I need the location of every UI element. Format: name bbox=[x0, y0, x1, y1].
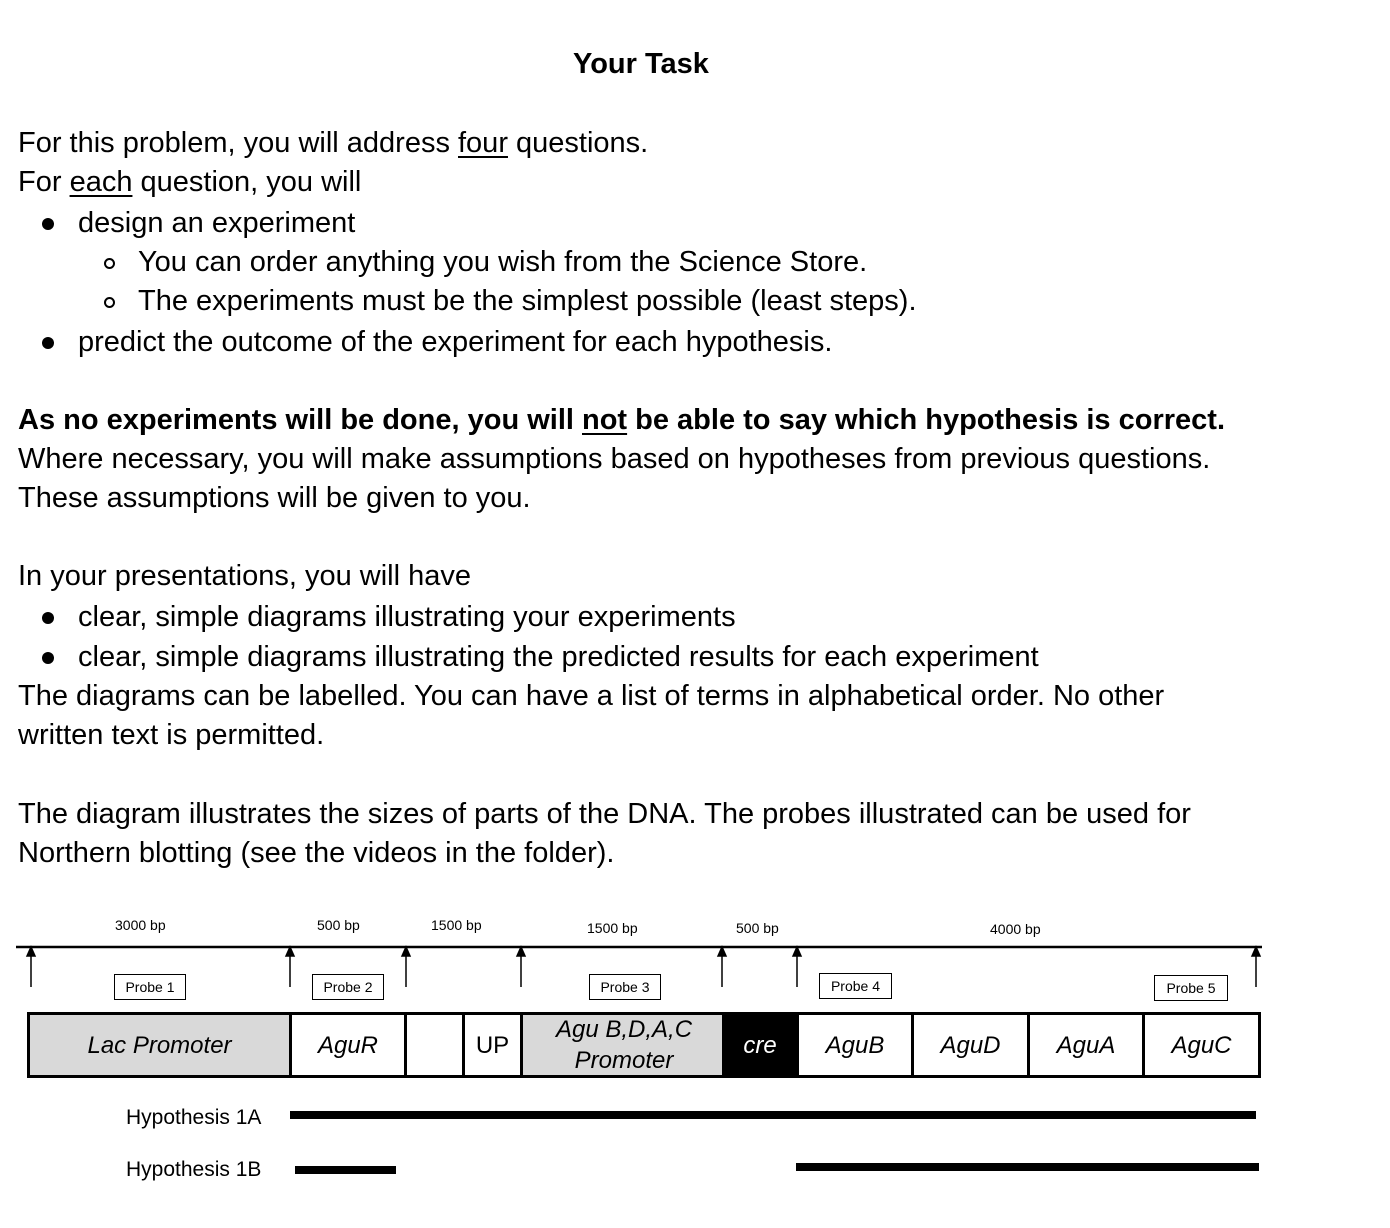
sub-bullet-icon bbox=[104, 297, 115, 308]
presentations-bullet-1: clear, simple diagrams illustrating your experiments bbox=[78, 601, 736, 633]
agua-label: AguA bbox=[1056, 1031, 1116, 1059]
cre-label: cre bbox=[743, 1031, 777, 1059]
size-label: 1500 bp bbox=[431, 917, 482, 933]
presentations-line-3: The diagrams can be labelled. You can have a list of terms in alphabetical order. No other bbox=[18, 680, 1165, 712]
boundary-arrow-icon bbox=[286, 947, 294, 987]
intro-bullet-1: design an experiment bbox=[78, 207, 356, 239]
hypothesis-1a-bar bbox=[290, 1111, 1256, 1119]
size-label: 500 bp bbox=[736, 920, 779, 936]
cre-segment bbox=[722, 1012, 798, 1078]
boundary-arrow-icon bbox=[517, 947, 525, 987]
probe-2-label: Probe 2 bbox=[312, 974, 384, 1000]
notice-line-3: These assumptions will be given to you. bbox=[18, 482, 531, 514]
probe-1-label: Probe 1 bbox=[114, 974, 186, 1000]
lac-promoter-segment bbox=[27, 1012, 292, 1078]
bullet-icon bbox=[42, 612, 54, 624]
agub-segment bbox=[796, 1012, 914, 1078]
up-label: UP bbox=[475, 1031, 510, 1059]
agur-label: AguR bbox=[317, 1031, 379, 1059]
aguc-segment bbox=[1142, 1012, 1261, 1078]
agur-segment bbox=[289, 1012, 407, 1078]
presentations-bullet-2: clear, simple diagrams illustrating the predicted results for each experiment bbox=[78, 641, 1039, 673]
sub-bullet-icon bbox=[104, 258, 115, 269]
intro-line-1-pre: For this problem, you will address bbox=[18, 127, 458, 159]
boundary-arrow-icon bbox=[27, 947, 35, 987]
size-label: 1500 bp bbox=[587, 920, 638, 936]
hypothesis-1b-bar-left bbox=[295, 1166, 396, 1174]
bullet-icon bbox=[42, 218, 54, 230]
boundary-arrow-icon bbox=[718, 947, 726, 987]
agud-label: AguD bbox=[940, 1031, 1001, 1059]
aguc-label: AguC bbox=[1171, 1031, 1232, 1059]
hypothesis-1a-label: Hypothesis 1A bbox=[126, 1106, 262, 1129]
agub-label: AguB bbox=[825, 1031, 885, 1059]
intro-line-2 bbox=[18, 164, 361, 200]
presentations-intro: In your presentations, you will have bbox=[18, 560, 471, 592]
diagram-text-line-2: Northern blotting (see the videos in the folder). bbox=[18, 837, 615, 869]
hypothesis-1b-label: Hypothesis 1B bbox=[126, 1158, 262, 1181]
intro-sub-bullet-2: The experiments must be the simplest possible (least steps). bbox=[138, 285, 917, 317]
intro-line-1 bbox=[18, 125, 648, 161]
notice-line-1-post: be able to say which hypothesis is correct. bbox=[627, 404, 1226, 436]
agud-segment bbox=[911, 1012, 1030, 1078]
lac-promoter-label: Lac Promoter bbox=[87, 1031, 232, 1059]
intro-line-1-post: questions. bbox=[507, 127, 649, 159]
notice-line-2: Where necessary, you will make assumptions based on hypotheses from previous questions. bbox=[18, 443, 1211, 475]
intro-line-2-emph: each bbox=[69, 166, 133, 198]
notice-line-1 bbox=[18, 402, 1225, 438]
agu-promoter-label-line-2: Promoter bbox=[574, 1047, 674, 1074]
diagram-text-line-1: The diagram illustrates the sizes of parts of the DNA. The probes illustrated can be used for bbox=[18, 798, 1191, 830]
agu-promoter-label-line-1: Agu B,D,A,C bbox=[555, 1016, 693, 1043]
agua-segment bbox=[1027, 1012, 1145, 1078]
probe-4-label: Probe 4 bbox=[819, 973, 892, 999]
bullet-icon bbox=[42, 337, 54, 349]
intro-line-1-emph: four bbox=[458, 127, 508, 159]
intro-line-2-pre: For bbox=[18, 166, 70, 198]
page-title: Your Task bbox=[573, 48, 709, 80]
boundary-arrow-icon bbox=[402, 947, 410, 987]
boundary-arrow-icon bbox=[1252, 947, 1260, 987]
boundary-arrow-icon bbox=[793, 947, 801, 987]
intro-bullet-2: predict the outcome of the experiment for each hypothesis. bbox=[78, 326, 833, 358]
probe-5-label: Probe 5 bbox=[1154, 975, 1228, 1001]
size-label: 4000 bp bbox=[990, 921, 1041, 937]
notice-line-1-pre: As no experiments will be done, you will bbox=[18, 404, 582, 436]
presentations-line-4: written text is permitted. bbox=[18, 719, 325, 751]
intro-sub-bullet-1: You can order anything you wish from the Science Store. bbox=[138, 246, 868, 278]
size-label: 500 bp bbox=[317, 917, 360, 933]
notice-line-1-emph: not bbox=[582, 404, 628, 436]
agu-promoter-segment bbox=[520, 1012, 725, 1078]
size-label: 3000 bp bbox=[115, 917, 166, 933]
up-segment bbox=[462, 1012, 523, 1078]
bullet-icon bbox=[42, 652, 54, 664]
hypothesis-1b-bar-right bbox=[796, 1163, 1259, 1171]
spacer-segment bbox=[404, 1012, 465, 1078]
intro-line-2-post: question, you will bbox=[132, 166, 362, 198]
probe-3-label: Probe 3 bbox=[589, 974, 661, 1000]
